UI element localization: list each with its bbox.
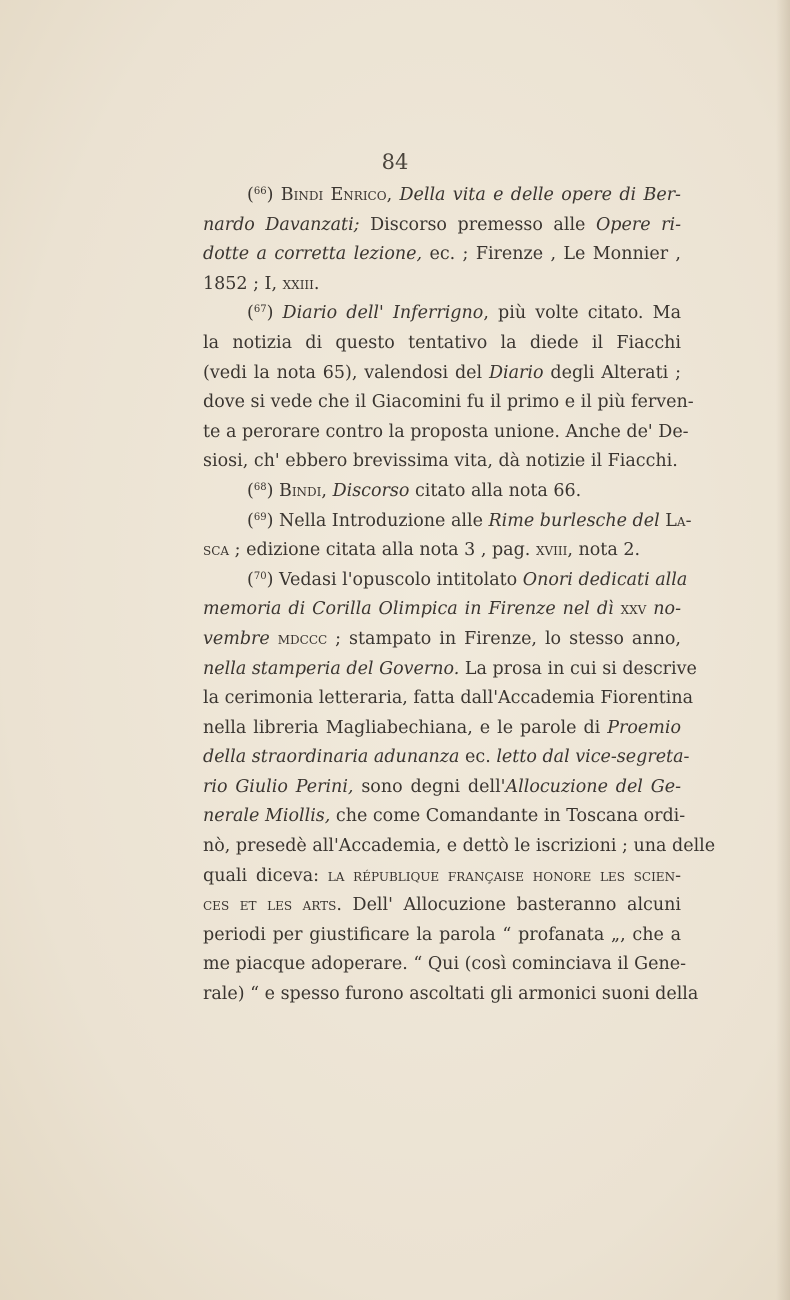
text-line: siosi, ch' ebbero brevissima vita, dà notizie il Fiacchi.	[203, 451, 678, 472]
text-line: vembre mdccc ; stampato in Firenze, lo stesso anno,	[203, 628, 681, 649]
footnote-number: 69	[253, 511, 267, 523]
text-line: rio Giulio Perini, sono degni dell'Allocuzione del Ge-	[203, 776, 681, 797]
footnote-number: 68	[253, 481, 267, 493]
text-line: ces et les arts. Dell' Allocuzione basteranno alcuni	[203, 895, 682, 916]
text-line: ($^{68}$) Bindi, Discorso citato alla nota 66.	[247, 480, 582, 501]
text-line: dotte a corretta lezione, ec. ; Firenze , Le Monnier ,	[203, 244, 681, 265]
text-line: ($^{70}$) Vedasi l'opuscolo intitolato Onori dedicati alla	[247, 569, 688, 590]
text-line: periodi per giustificare la parola “ profanata „, che a	[203, 924, 681, 945]
text-line: memoria di Corilla Olimpica in Firenze nel dì xxv no-	[203, 599, 681, 620]
text-line: (vedi la nota 65), valendosi del Diario degli Alterati ;	[203, 362, 681, 383]
text-line: sca ; edizione citata alla nota 3 , pag. xviii, nota 2.	[203, 540, 641, 561]
text-line: rale) “ e spesso furono ascoltati gli armonici suoni della	[203, 984, 699, 1005]
footnotes-text	[203, 181, 716, 1010]
text-line: me piacque adoperare. “ Qui (così cominciava il Gene-	[203, 954, 687, 975]
text-line: ($^{67}$) Diario dell' Inferrigno, più volte citato. Ma	[247, 303, 681, 324]
text-line: la notizia di questo tentativo la diede il Fiacchi	[203, 332, 681, 353]
italic-title: Della vita e delle opere di Ber-	[399, 185, 681, 205]
page-edge-shadow	[776, 0, 790, 1300]
text-line: dove si vede che il Giacomini fu il primo e il più ferven-	[203, 392, 694, 413]
text-line: ($^{69}$) Nella Introduzione alle Rime burlesche del La-	[247, 510, 692, 531]
text-line: 1852 ; I, xxiii.	[203, 273, 320, 294]
footnote-number: 66	[253, 186, 267, 197]
footnote-number: 67	[253, 304, 267, 316]
text-line: quali diceva: la république française honore les scien-	[203, 865, 681, 886]
text-line: nerale Miollis, che come Comandante in Toscana ordi-	[203, 806, 686, 827]
text-line: ($^{66}$) Bindi Enrico, Della vita e delle opere di Ber-	[247, 185, 681, 205]
page-number: 84	[381, 150, 409, 174]
text-line: nella stamperia del Governo. La prosa in cui si descrive	[203, 658, 697, 679]
text-line: te a perorare contro la proposta unione. Anche de' De-	[203, 421, 689, 442]
text-line: nò, presedè all'Accademia, e dettò le iscrizioni ; una delle	[203, 836, 716, 857]
text-line: nardo Davanzati; Discorso premesso alle Opere ri-	[203, 214, 681, 235]
footnote-number: 70	[253, 570, 267, 582]
text-line: della straordinaria adunanza ec. letto dal vice-segreta-	[203, 747, 690, 768]
text-line: la cerimonia letteraria, fatta dall'Accademia Fiorentina	[203, 688, 694, 709]
text-line: nella libreria Magliabechiana, e le parole di Proemio	[203, 717, 681, 738]
author-name: Bindi Enrico	[280, 185, 387, 205]
